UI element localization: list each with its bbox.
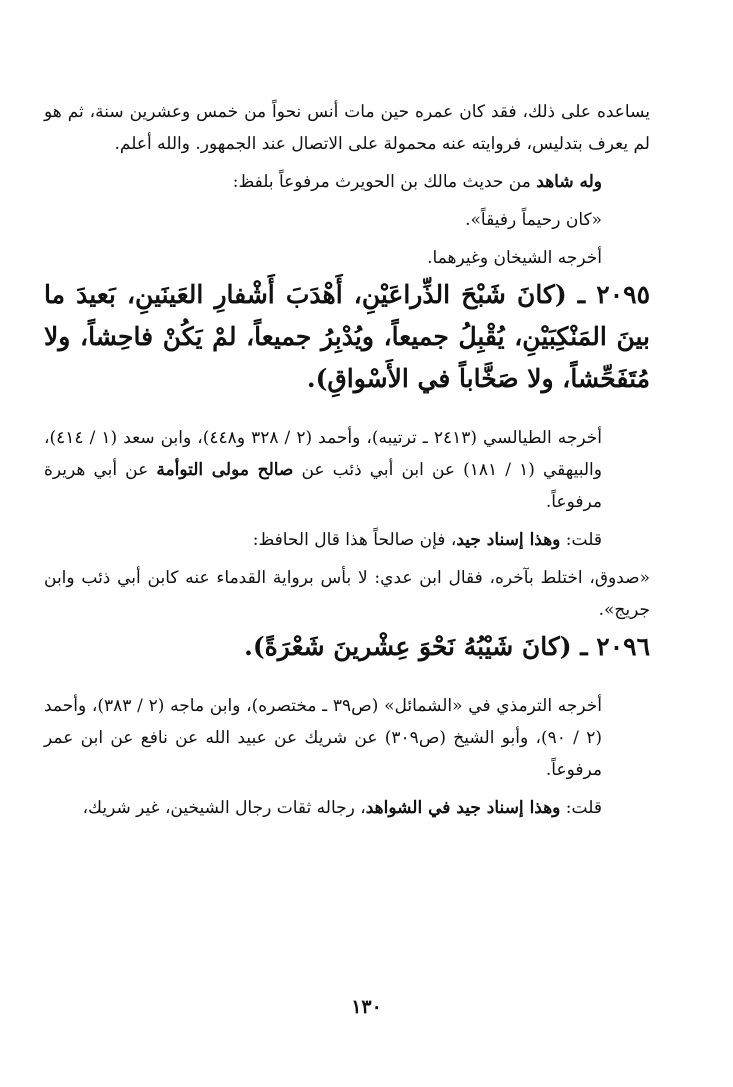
witness-line — [44, 166, 650, 198]
comment-rest: ، رجاله ثقات رجال الشيخين، غير شريك، — [82, 798, 366, 818]
comment-rest: ، فإن صالحاً هذا قال الحافظ: — [252, 530, 457, 550]
hadith-2095-text: ٢٠٩٥ ـ (كانَ شَبْحَ الذِّراعَيْنِ، أَهْدَبَ أَشْفارِ العَينَينِ، بَعيدَ ما بينَ المَنْكِبَيْنِ، يُقْبِلُ جميعاً، ويُدْبِرُ جميعاً، لمْ يَكُنْ فاحِشاً، ولا مُتَفَحِّشاً، ولا صَخَّاباً في الأَسْواقِ). — [44, 280, 650, 393]
intro-paragraph: يساعده على ذلك، فقد كان عمره حين مات أنس نحواً من خمس وعشرين سنة، ثم هو لم يعرف بتدليس، فروايته عنه محمولة على الاتصال عند الجمهور. والله أعلم. — [44, 102, 650, 154]
hadith-2096-takhrij: أخرجه الترمذي في «الشمائل» (ص٣٩ ـ مختصره)، وابن ماجه (٢ / ٣٨٣)، وأحمد (٢ / ٩٠)، وأبو الشيخ (ص٣٠٩) عن شريك عن عبيد الله عن نافع عن ابن عمر مرفوعاً. — [44, 696, 602, 780]
witness-quote: «كان رحيماً رفيقاً». — [465, 210, 602, 230]
takhrij-part-b: عن أبي هريرة مرفوعاً. — [44, 460, 602, 512]
qult-label: قلت: — [560, 530, 602, 550]
page-number: ١٣٠ — [351, 996, 382, 1018]
qult-label: قلت: — [560, 798, 602, 818]
hafiz-quote: «صدوق، اختلط بآخره، فقال ابن عدي: لا بأس برواية القدماء عنه كابن أبي ذئب وابن جريج». — [44, 568, 650, 620]
witness-text: من حديث مالك بن الحويرث مرفوعاً بلفظ: — [232, 172, 537, 192]
isnad-grade: وهذا إسناد جيد — [456, 530, 561, 550]
hadith-2095-comment — [44, 524, 650, 556]
hadith-2096-text: ٢٠٩٦ ـ (كانَ شَيْبُهُ نَحْوَ عِشْرينَ شَعْرَةً). — [244, 632, 650, 661]
hadith-2096-comment — [44, 792, 650, 824]
hadith-2095-takhrij — [44, 422, 650, 518]
book-page — [44, 96, 650, 824]
narrator-name: صالح مولى التوأمة — [156, 460, 294, 480]
witness-takhrij: أخرجه الشيخان وغيرهما. — [427, 248, 602, 268]
takhrij-part-a: أخرجه الطيالسي (٢٤١٣ ـ ترتيبه)، وأحمد (٢ / ٣٢٨ و٤٤٨)، وابن سعد (١ / ٤١٤)، والبيهقي (١ / ١٨١) عن ابن أبي ذئب عن — [44, 428, 603, 480]
witness-label: وله شاهد — [536, 172, 602, 192]
isnad-grade: وهذا إسناد جيد في الشواهد — [365, 798, 561, 818]
